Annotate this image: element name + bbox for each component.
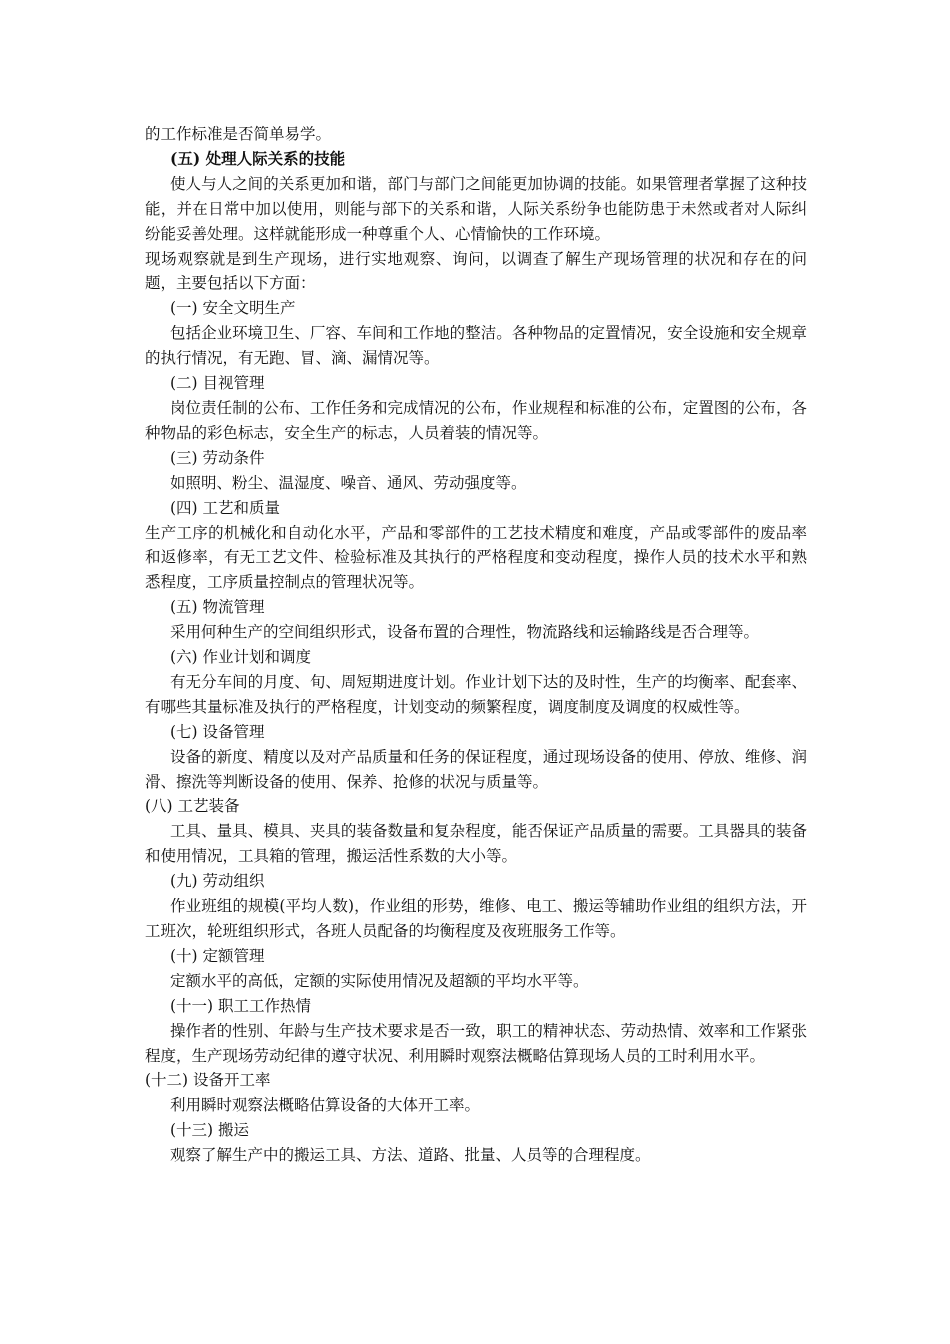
paragraph-enthusiasm: 操作者的性别、年龄与生产技术要求是否一致，职工的精神状态、劳动热情、效率和工作紧张程度，生产现场劳动纪律的遵守状况、利用瞬时观察法概略估算现场人员的工时利用水平。 bbox=[145, 1021, 807, 1065]
heading-equipment: (七) 设备管理 bbox=[170, 722, 265, 741]
paragraph-working-conditions: 如照明、粉尘、温湿度、噪音、通风、劳动强度等。 bbox=[170, 473, 527, 492]
paragraph-visual-management: 岗位责任制的公布、工作任务和完成情况的公布，作业规程和标准的公布，定置图的公布，各种物品的彩色标志，安全生产的标志，人员着装的情况等。 bbox=[145, 398, 807, 442]
paragraph-safety: 包括企业环境卫生、厂容、车间和工作地的整洁。各种物品的定置情况，安全设施和安全规章的执行情况，有无跑、冒、滴、漏情况等。 bbox=[145, 324, 807, 368]
paragraph-interpersonal: 使人与人之间的关系更加和谐，部门与部门之间能更加协调的技能。如果管理者掌握了这种技能，并在日常中加以使用，则能与部下的关系和谐，人际关系纷争也能防患于未然或者对人际纠纷能妥善处理。这样就能形成一种尊重个人、心情愉快的工作环境。 bbox=[145, 174, 807, 243]
paragraph-handling: 观察了解生产中的搬运工具、方法、道路、批量、人员等的合理程度。 bbox=[170, 1146, 651, 1165]
heading-enthusiasm: (十一) 职工工作热情 bbox=[170, 996, 312, 1015]
heading-logistics: (五) 物流管理 bbox=[170, 598, 265, 617]
document-page bbox=[145, 122, 807, 1168]
heading-labor-organization: (九) 劳动组织 bbox=[170, 872, 265, 891]
paragraph-labor-organization: 作业班组的规模(平均人数)，作业组的形势，维修、电工、搬运等辅助作业组的组织方法，开工班次，轮班组织形式，各班人员配备的均衡程度及夜班服务工作等。 bbox=[145, 897, 807, 940]
heading-safety: (一) 安全文明生产 bbox=[170, 299, 296, 318]
paragraph-scheduling: 有无分车间的月度、旬、周短期进度计划。作业计划下达的及时性，生产的均衡率、配套率、有哪些其量标准及执行的严格程度，计划变动的频繁程度，调度制度及调度的权威性等。 bbox=[145, 672, 807, 716]
paragraph-equipment: 设备的新度、精度以及对产品质量和任务的保证程度，通过现场设备的使用、停放、维修、润滑、擦洗等判断设备的使用、保养、抢修的状况与质量等。 bbox=[145, 747, 807, 791]
paragraph-equipment-uptime: 利用瞬时观察法概略估算设备的大体开工率。 bbox=[170, 1096, 481, 1115]
paragraph-process-quality: 生产工序的机械化和自动化水平，产品和零部件的工艺技术精度和难度，产品或零部件的废品率和返修率，有无工艺文件、检验标准及其执行的严格程度和变动程度，操作人员的技术水平和熟悉程度，工序质量控制点的管理状况等。 bbox=[145, 523, 807, 592]
paragraph-site-observation: 现场观察就是到生产现场，进行实地观察、询问，以调查了解生产现场管理的状况和存在的问题，主要包括以下方面： bbox=[145, 249, 807, 293]
heading-tooling: (八) 工艺装备 bbox=[145, 797, 240, 816]
paragraph-tooling: 工具、量具、模具、夹具的装备数量和复杂程度，能否保证产品质量的需要。工具器具的装备和使用情况，工具箱的管理，搬运活性系数的大小等。 bbox=[145, 822, 807, 866]
heading-equipment-uptime: (十二) 设备开工率 bbox=[145, 1071, 271, 1090]
heading-working-conditions: (三) 劳动条件 bbox=[170, 448, 265, 467]
paragraph-logistics: 采用何种生产的空间组织形式，设备布置的合理性，物流路线和运输路线是否合理等。 bbox=[170, 623, 760, 642]
heading-process-quality: (四) 工艺和质量 bbox=[170, 498, 281, 517]
section-heading-interpersonal: (五) 处理人际关系的技能 bbox=[170, 148, 346, 168]
heading-scheduling: (六) 作业计划和调度 bbox=[170, 648, 312, 667]
heading-quota: (十) 定额管理 bbox=[170, 946, 265, 965]
paragraph-quota: 定额水平的高低，定额的实际使用情况及超额的平均水平等。 bbox=[170, 971, 589, 990]
paragraph-continuation: 的工作标准是否简单易学。 bbox=[145, 125, 332, 143]
heading-visual-management: (二) 目视管理 bbox=[170, 374, 265, 393]
heading-handling: (十三) 搬运 bbox=[170, 1121, 250, 1140]
